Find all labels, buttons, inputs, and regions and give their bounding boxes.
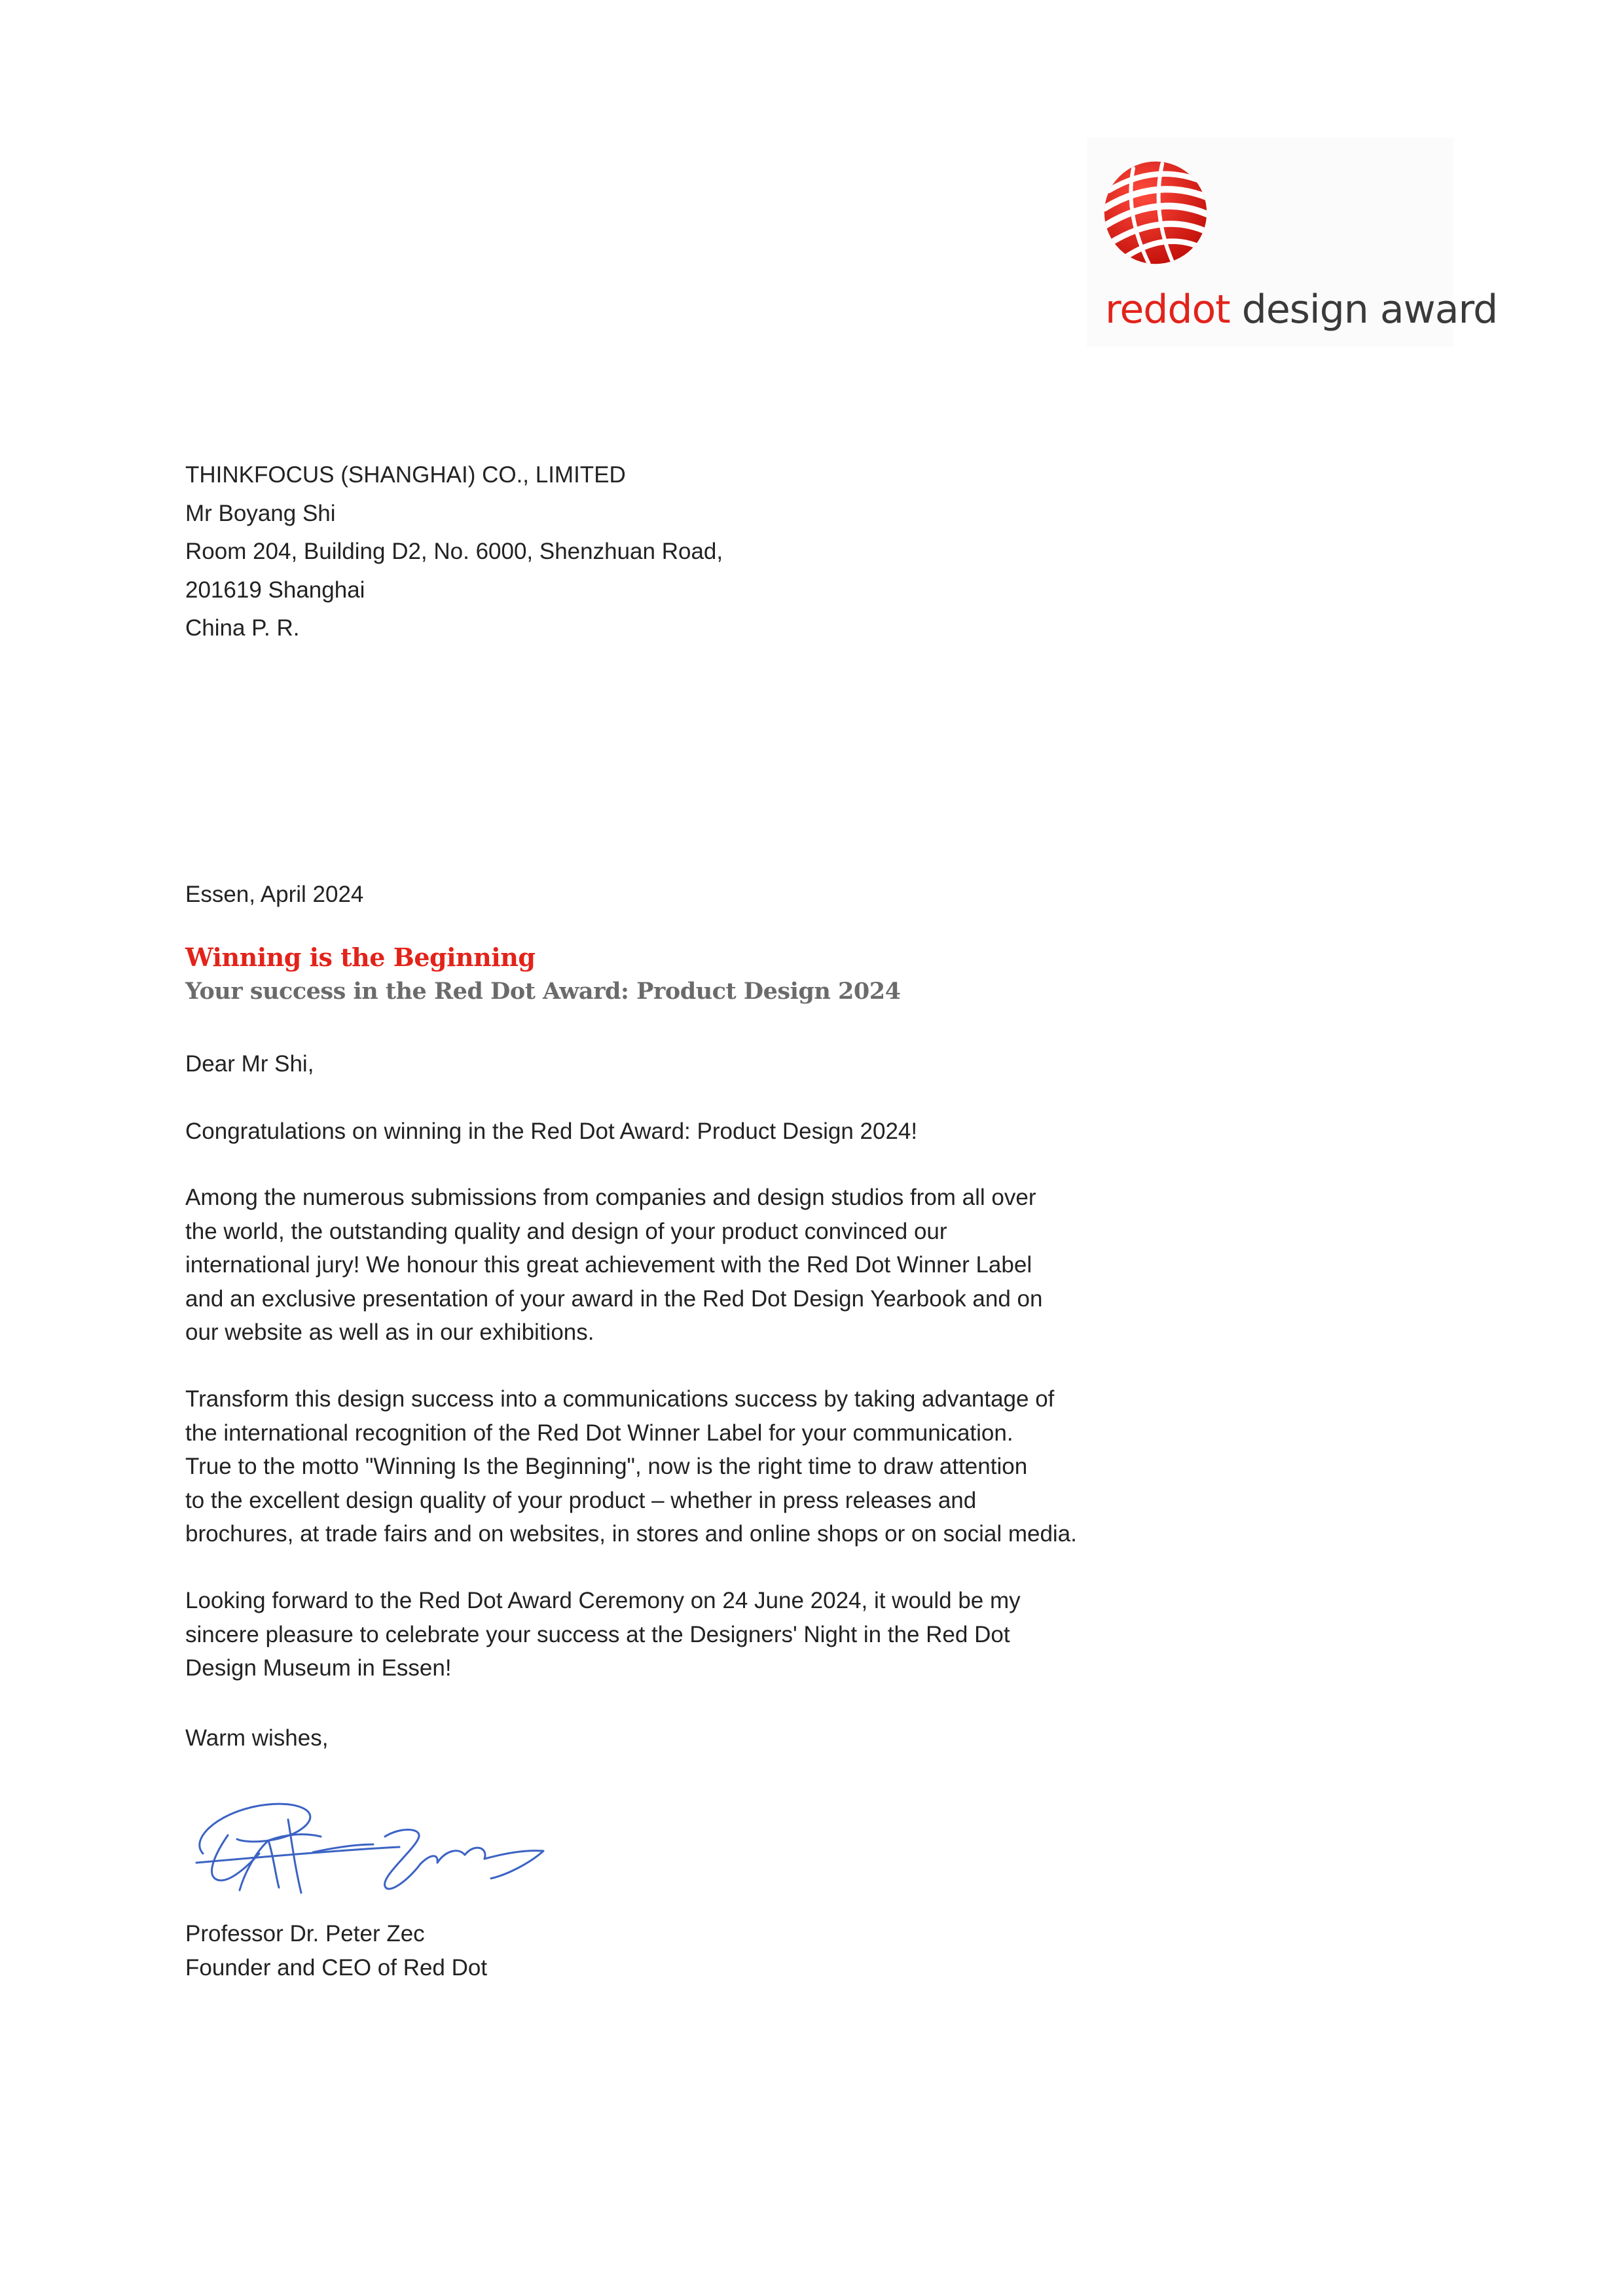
recipient-company: THINKFOCUS (SHANGHAI) CO., LIMITED — [185, 462, 626, 488]
paragraph-4-line: Design Museum in Essen! — [185, 1655, 452, 1681]
paragraph-1: Congratulations on winning in the Red Dot Award: Product Design 2024! — [185, 1119, 918, 1144]
recipient-city: 201619 Shanghai — [185, 577, 365, 603]
paragraph-3-line: the international recognition of the Red Dot Winner Label for your communication. — [185, 1420, 1013, 1446]
paragraph-4 — [185, 1584, 1128, 1685]
closing: Warm wishes, — [185, 1725, 329, 1751]
logo-word-red: red — [1105, 287, 1168, 332]
paragraph-2-line: international jury! We honour this great achievement with the Red Dot Winner Label — [185, 1252, 1032, 1278]
paragraph-3-line: Transform this design success into a communications success by taking advantage of — [185, 1386, 1055, 1412]
logo-wordmark — [1105, 287, 1497, 332]
paragraph-2 — [185, 1181, 1128, 1350]
recipient-country: China P. R. — [185, 615, 300, 641]
paragraph-4-line: Looking forward to the Red Dot Award Ceremony on 24 June 2024, it would be my — [185, 1588, 1021, 1613]
reddot-logo — [1087, 137, 1498, 347]
signer-name: Professor Dr. Peter Zec — [185, 1921, 425, 1946]
signer-title: Founder and CEO of Red Dot — [185, 1954, 488, 1981]
paragraph-3-line: to the excellent design quality of your product – whether in press releases and — [185, 1487, 977, 1513]
paragraph-3 — [185, 1382, 1128, 1551]
paragraph-2-line: the world, the outstanding quality and design of your product convinced our — [185, 1218, 947, 1244]
handwritten-signature — [177, 1780, 583, 1911]
paragraph-4-line: sincere pleasure to celebrate your success at the Designers' Night in the Red Dot — [185, 1621, 1010, 1647]
paragraph-3-line: True to the motto "Winning Is the Beginning", now is the right time to draw attention — [185, 1454, 1028, 1479]
paragraph-2-line: and an exclusive presentation of your award in the Red Dot Design Yearbook and on — [185, 1285, 1043, 1312]
red-dot-sphere-icon — [1100, 157, 1211, 268]
signer-block — [185, 1917, 1128, 1984]
letter-subheadline: Your success in the Red Dot Award: Product Design 2024 — [185, 978, 901, 1005]
place-date: Essen, April 2024 — [185, 882, 364, 907]
paragraph-2-line: our website as well as in our exhibitions. — [185, 1319, 594, 1345]
paragraph-2-line: Among the numerous submissions from companies and design studios from all over — [185, 1185, 1036, 1210]
salutation: Dear Mr Shi, — [185, 1051, 314, 1077]
paragraph-3-line: brochures, at trade fairs and on websites, in stores and online shops or on social media. — [185, 1521, 1077, 1547]
recipient-name: Mr Boyang Shi — [185, 500, 336, 526]
logo-word-dot: dot — [1167, 287, 1230, 332]
recipient-address — [185, 456, 1128, 648]
logo-word-rest: design award — [1230, 287, 1498, 332]
recipient-street: Room 204, Building D2, No. 6000, Shenzhuan Road, — [185, 539, 723, 564]
letter-headline: Winning is the Beginning — [185, 942, 536, 972]
